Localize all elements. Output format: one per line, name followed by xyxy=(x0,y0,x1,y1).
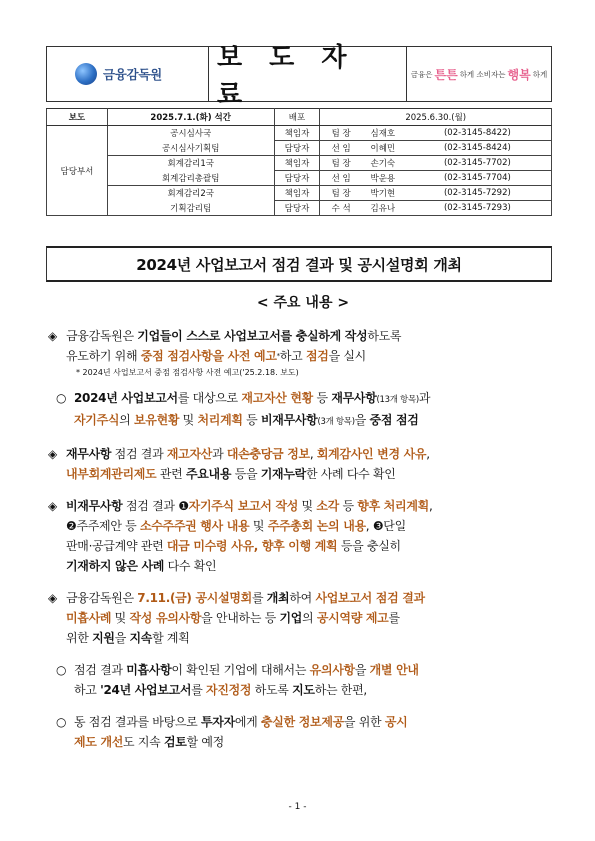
circle-bullet-icon: ○ xyxy=(56,391,67,405)
bullet-item: ◈ 금융감독원은 기업들이 스스로 사업보고서를 충실하게 작성하도록 유도하기 위해 중점 점검사항을 사전 예고*하고 점검을 실시 xyxy=(48,326,558,366)
bullet-item: ◈ 재무사항 점검 결과 재고자산과 대손충당금 정보, 회계감사인 변경 사유, 내부회계관리제도 관련 주요내용 등을 기재누락한 사례 다수 확인 xyxy=(48,444,558,484)
contact-row: 회계감리1국 책임자 팀 장 손기숙 (02-3145-7702) xyxy=(47,156,552,171)
contact-row: 담당부서 공시심사국 책임자 팀 장 심재호 (02-3145-8422) xyxy=(47,126,552,141)
dist-label: 배포 xyxy=(274,109,320,126)
slogan-word-1: 튼튼 xyxy=(434,67,458,82)
contact-row: 기획감리팀 담당자 수 석 김유나 (02-3145-7293) xyxy=(47,201,552,216)
team-name: 회계감리총괄팀 xyxy=(107,171,274,186)
summary-title: < 주요 내용 > xyxy=(256,295,350,311)
sub-item: ○ 점검 결과 미흡사항이 확인된 기업에 대해서는 유의사항을 개별 안내 하고 '24년 사업보고서를 자진정정 하도록 지도하는 한편, xyxy=(48,660,558,700)
diamond-bullet-icon: ◈ xyxy=(48,447,57,461)
contact-row: 회계감리2국 책임자 팀 장 박기현 (02-3145-7292) xyxy=(47,186,552,201)
bullet-item: ◈ 비재무사항 점검 결과 ❶자기주식 보고서 작성 및 소각 등 향후 처리계획, ❷주주제안 등 소수주주권 행사 내용 및 주주총회 논의 내용, ❸단일 판매·공급계약 관련 대금 미수령 사유, 향후 이행 계획 등을 충실히 기재하지 않은 사례 다수 확인 xyxy=(48,496,558,576)
release-info-table xyxy=(46,108,552,216)
team-name: 공시심사기획팀 xyxy=(107,141,274,156)
press-header xyxy=(46,43,552,110)
dept-name: 회계감리2국 xyxy=(107,186,274,201)
content-body xyxy=(48,292,558,752)
circle-bullet-icon: ○ xyxy=(56,715,67,729)
slogan: 금융은 튼튼 하게 소비자는 행복 하게 xyxy=(410,67,548,82)
slogan-word-2: 행복 xyxy=(507,67,531,82)
report-date: 2025.7.1.(화) 석간 xyxy=(107,109,274,126)
release-row xyxy=(47,109,552,126)
contact-row: 회계감리총괄팀 담당자 선 임 박운용 (02-3145-7704) xyxy=(47,171,552,186)
footnote: * 2024년 사업보고서 중점 점검사항 사전 예고('25.2.18. 보도) xyxy=(76,368,299,377)
dept-label: 담당부서 xyxy=(47,126,108,216)
report-label: 보도 xyxy=(47,109,108,126)
team-name: 기획감리팀 xyxy=(107,201,274,216)
contact-row: 공시심사기획팀 담당자 선 임 이혜민 (02-3145-8424) xyxy=(47,141,552,156)
doc-type-title: 보 도 자 료 xyxy=(209,47,407,101)
logo-text: 금융감독원 xyxy=(103,67,162,82)
dist-date: 2025.6.30.(월) xyxy=(320,109,552,126)
sub-item: ○ 동 점검 결과를 바탕으로 투자자에게 충실한 정보제공을 위한 공시 제도 개선도 지속 검토할 예정 xyxy=(48,712,558,752)
fss-emblem-icon xyxy=(75,63,97,85)
sub-item: ○ 2024년 사업보고서를 대상으로 재고자산 현황 등 재무사항(13개 항목)과 자기주식의 보유현황 및 처리계획 등 비재무사항(3개 항목)을 중점 점검 xyxy=(48,388,558,432)
circle-bullet-icon: ○ xyxy=(56,663,67,677)
bullet-item: ◈ 금융감독원은 7.11.(금) 공시설명회를 개최하여 사업보고서 점검 결과 미흡사례 및 작성 유의사항을 안내하는 등 기업의 공시역량 제고를 위한 지원을 지속할 계획 xyxy=(48,588,558,648)
main-title: 2024년 사업보고서 점검 결과 및 공시설명회 개최 xyxy=(46,246,552,282)
diamond-bullet-icon: ◈ xyxy=(48,591,57,605)
diamond-bullet-icon: ◈ xyxy=(48,499,57,513)
dept-name: 회계감리1국 xyxy=(107,156,274,171)
fss-logo xyxy=(47,47,209,101)
page-number: - 1 - xyxy=(288,802,307,812)
diamond-bullet-icon: ◈ xyxy=(48,329,57,343)
dept-name: 공시심사국 xyxy=(107,126,274,141)
